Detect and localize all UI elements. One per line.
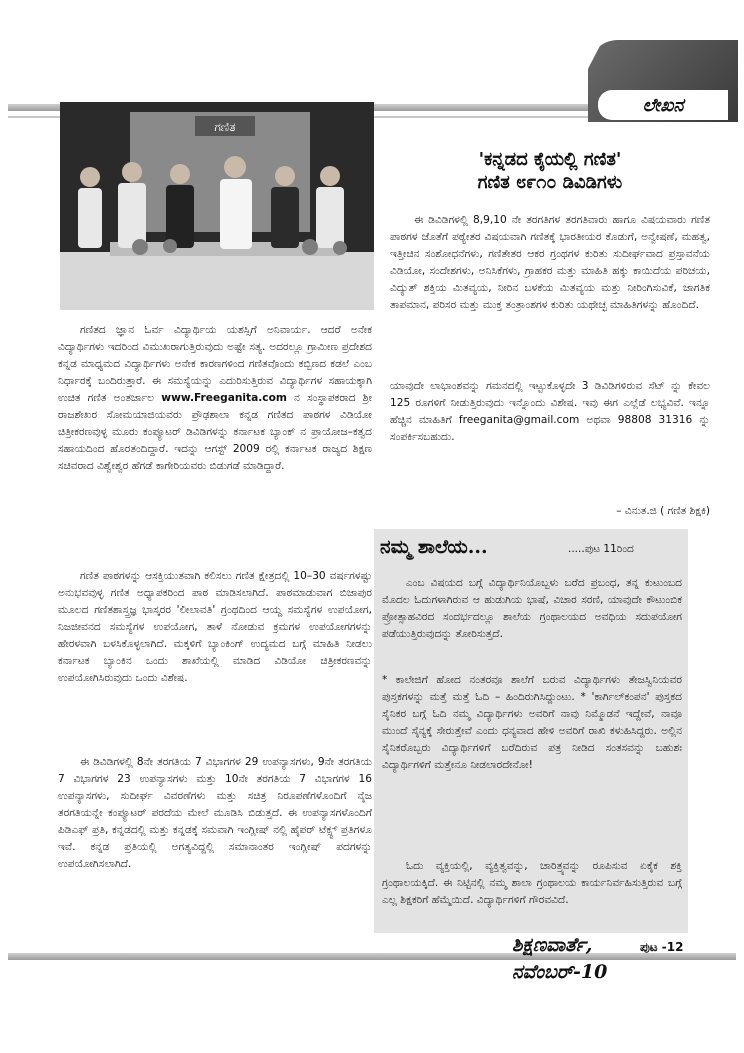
- article-title-line2: ಗಣಿತ ೮೯೧೦ ಡಿವಿಡಿಗಳು: [477, 172, 623, 193]
- magazine-issue: ನವೆಂಬರ್-10: [512, 961, 608, 983]
- magazine-name: ಶಿಕ್ಷಣವಾರ್ತೆ,: [512, 934, 593, 956]
- article-left-paragraph-2: ಗಣಿತ ಪಾಠಗಳನ್ನು ಆಸಕ್ತಿಯುತವಾಗಿ ಕಲಿಸಲು ಗಣಿತ ಕ್ಷೇತ್ರದಲ್ಲಿ 10–30 ವರ್ಷಗಳಷ್ಟು ಅನುಭವವುಳ್ಳ ಗಣಿತ ಅಧ್ಯಾಪಕರಿಂದ ಪಾಠ ಮಾಡಿಸಲಾಗಿದೆ. ಪಾಠಮಾಡುವಾಗ ಬಿಜಾಪುರ ಮೂಲದ ಗಣಿತಶಾಸ್ತ್ರಜ್ಞ ಭಾಸ್ಕರರ 'ಲೀಲಾವತಿ' ಗ್ರಂಥದಿಂದ ಆಯ್ದ ಸಮಸ್ಯೆಗಳ ಉಪಯೋಗ, ನಿಜಜೀವನದ ಸಮಸ್ಯೆಗಳ ಉಪಯೋಗ, ತಾಳೆ ನೋಡುವ ಕ್ರಮಗಳ ಉಪಯೋಗಗಳನ್ನು ಹೇರಳವಾಗಿ ಬಳಸಿಕೊಳ್ಳಲಾಗಿದೆ. ಮಕ್ಕಳಿಗೆ ಬ್ಯಾಂಕಿಂಗ್ ಉದ್ಯಮದ ಬಗ್ಗೆ ಮಾಹಿತಿ ನೀಡಲು ಕರ್ನಾಟಕ ಬ್ಯಾಂಕಿನ ಒಂದು ಶಾಖೆಯಲ್ಲಿ ಮಾಡಿದ ವಿಡಿಯೋ ಚಿತ್ರೀಕರಣವನ್ನು ಉಪಯೋಗಿಸಿರುವುದು ಒಂದು ವಿಶೇಷ.: [58, 570, 372, 684]
- event-photo: [60, 102, 374, 310]
- left-paragraph-1-text-a: ಗಣಿತದ ಜ್ಞಾನ ಓರ್ವ ವಿದ್ಯಾರ್ಥಿಯ ಯಶಸ್ಸಿಗೆ ಅನಿವಾರ್ಯ. ಆದರೆ ಅನೇಕ ವಿದ್ಯಾರ್ಥಿಗಳು ಇದರಿಂದ ವಿಮುಖರಾಗುತ್ತಿರುವುದು ಅಷ್ಟೇ ಸತ್ಯ. ಅದರಲ್ಲೂ ಗ್ರಾಮೀಣ ಪ್ರದೇಶದ ಕನ್ನಡ ಮಾಧ್ಯಮದ ವಿದ್ಯಾರ್ಥಿಗಳು ಅನೇಕ ಕಾರಣಗಳಿಂದ ಗಣಿತವೊಂದು ಕಬ್ಬಿಣದ ಕಡಲೆ ಎಂಬ ನಿರ್ಧಾರಕ್ಕೆ ಬಂದಿರುತ್ತಾರೆ. ಈ ಸಮಸ್ಯೆಯನ್ನು ಎದುರಿಸುತ್ತಿರುವ ವಿದ್ಯಾರ್ಥಿಗಳ ಸಹಾಯಕ್ಕಾಗಿ ಉಚಿತ ಗಣಿತ ಅಂತರ್ಜಾಲ: [58, 324, 372, 404]
- box-heading: ನಮ್ಮ ಶಾಲೆಯ...: [380, 536, 488, 558]
- event-photo-illustration: [60, 102, 374, 310]
- box-paragraph-1: ಎಂಬ ವಿಷಯದ ಬಗ್ಗೆ ವಿದ್ಯಾರ್ಥಿನಿಯೊಬ್ಬಳು ಬರೆದ ಪ್ರಬಂಧ, ತನ್ನ ಕುಟುಂಬದ ಮೊದಲ ಓದುಗಳಾಗಿರುವ ಆ ಹುಡುಗಿಯ ಭಾಷೆ, ವಿಚಾರ ಸರಣಿ, ಯಾವುದೇ ಕೌಟುಂಬಿಕ ಪ್ರೋತ್ಸಾಹವಿರದ ಸಂದರ್ಭದಲ್ಲೂ ಶಾಲೆಯ ಗ್ರಂಥಾಲಯದ ಅವಧಿಯ ಸದುಪಯೋಗ ಪಡೆಯುತ್ತಿರುವುದನ್ನು ತೋರಿಸುತ್ತದೆ.: [382, 577, 682, 640]
- banner-text: ಗಣಿತ: [214, 120, 236, 134]
- page-number: ಪುಟ -12: [640, 940, 684, 954]
- box-paragraph-3: ಓದು ವ್ಯಕ್ತಿಯಲ್ಲಿ, ವ್ಯಕ್ತಿತ್ವವನ್ನು, ಚಾರಿತ್ರ್ಯವನ್ನು ರೂಪಿಸುವ ಏಕೈಕ ಶಕ್ತಿ ಗ್ರಂಥಾಲಯಕ್ಕಿದೆ. ಈ ನಿಟ್ಟಿನಲ್ಲಿ ನಮ್ಮ ಶಾಲಾ ಗ್ರಂಥಾಲಯ ಕಾರ್ಯನಿರ್ವಹಿಸುತ್ತಿರುವ ಬಗ್ಗೆ ಎಲ್ಲ ಶಿಕ್ಷಕರಿಗೆ ಹೆಮ್ಮೆಯಿದೆ. ವಿದ್ಯಾರ್ಥಿಗಳಿಗೆ ಗೌರವವಿದೆ.: [382, 860, 682, 906]
- article-right-paragraph-2: [390, 378, 710, 446]
- website-link[interactable]: www.Freeganita.com: [161, 392, 287, 404]
- bottom-divider-band: [8, 953, 736, 960]
- author-signature: – ವಿನುತ.ಜಿ ( ಗಣಿತ ಶಿಕ್ಷಕಿ): [616, 505, 710, 517]
- contact-email[interactable]: freeganita@gmail.com: [458, 414, 580, 426]
- section-tab-label: ಲೇಖನ: [598, 90, 728, 120]
- right-paragraph-2-text-a: ಯಾವುದೇ ಲಾಭಾಂಶವನ್ನು ಗಮನದಲ್ಲಿ ಇಟ್ಟುಕೊಳ್ಳದೇ 3 ಡಿವಿಡಿಗಳಿರುವ ಸೆಟ್ ನ್ನು ಕೇವಲ 125 ರೂಗಳಿಗೆ ನೀಡುತ್ತಿರುವುದು ಇನ್ನೊಂದು ವಿಶೇಷ. ಇವು ಈಗ ಎಲ್ಲೆಡೆ ಲಭ್ಯವಿವೆ. ಇನ್ನೂ ಹೆಚ್ಚಿನ ಮಾಹಿತಿಗೆ: [390, 380, 710, 426]
- box-paragraph-2: * ಕಾಲೇಜಿಗೆ ಹೋದ ನಂತರವೂ ಶಾಲೆಗೆ ಬರುವ ವಿದ್ಯಾರ್ಥಿಗಳು ತೇಜಸ್ವಿನಿಯವರ ಪುಸ್ತಕಗಳನ್ನು ಮತ್ತೆ ಮತ್ತೆ ಓದಿ – ಹಿಂದಿರುಗಿಸಿದ್ದುಂಟು. * 'ಕಾರ್ಗಿಲ್‌ಕಂಪನ' ಪುಸ್ತಕದ ಸೈನಿಕರ ಬಗ್ಗೆ ಓದಿ ನಮ್ಮ ವಿದ್ಯಾರ್ಥಿಗಳು ಅವರಿಗೆ ನಾವು ನಿಮ್ಮೊಡನೆ ಇದ್ದೇವೆ, ನಾವೂ ಮುಂದೆ ಸೈನ್ಯಕ್ಕೆ ಸೇರುತ್ತೇವೆ ಎಂದು ಧನ್ಯವಾದ ಹೇಳಿ ಅವರಿಗೆ ರಾಖಿ ಕಳುಹಿಸಿದ್ದರು. ಅಲ್ಲಿನ ಸೈನಿಕರೊಬ್ಬರು ವಿದ್ಯಾರ್ಥಿಗಳಿಗೆ ಬರೆದಿರುವ ಪತ್ರ ನೀಡಿದ ಸಂತಸವನ್ನು ಬಹುಶಃ ವಿದ್ಯಾರ್ಥಿಗಳಿಗೆ ಮತ್ತೇನೂ ನೀಡಲಾರದೇನೋ!: [382, 674, 682, 771]
- article-left-paragraph-3: ಈ ಡಿವಿಡಿಗಳಲ್ಲಿ 8ನೇ ತರಗತಿಯ 7 ವಿಭಾಗಗಳ 29 ಉಪನ್ಯಾಸಗಳು, 9ನೇ ತರಗತಿಯ 7 ವಿಭಾಗಗಳ 23 ಉಪನ್ಯಾಸಗಳು ಮತ್ತು 10ನೇ ತರಗತಿಯ 7 ವಿಭಾಗಗಳ 16 ಉಪನ್ಯಾಸಗಳು, ಸುದೀರ್ಘ ವಿವರಣೆಗಳು ಮತ್ತು ಸಚಿತ್ರ ನಿರೂಪಣೆಗಳೊಂದಿಗೆ ನೈಜ ತರಗತಿಯನ್ನೇ ಕಂಪ್ಯೂಟರ್ ಪರದೆಯ ಮೇಲೆ ಮೂಡಿಸಿ ಬಿಡುತ್ತದೆ. ಈ ಉಪನ್ಯಾಸಗಳೊಂದಿಗೆ ಪಿಡಿಎಫ್ ಪ್ರತಿ, ಕನ್ನಡದಲ್ಲಿ ಮತ್ತು ಕನ್ನಡಕ್ಕೆ ಸಮವಾಗಿ ಇಂಗ್ಲೀಷ್ ನಲ್ಲಿ ಹೈಪರ್ ಟೆಕ್ಸ್ಟ್ ಪ್ರತಿಗಳೂ ಇವೆ. ಕನ್ನಡ ಪ್ರತಿಯಲ್ಲಿ ಅಗತ್ಯವಿದ್ದಲ್ಲಿ ಸಮಾನಾಂತರ ಇಂಗ್ಲೀಷ್ ಪದಗಳನ್ನು ಉಪಯೋಗಿಸಲಾಗಿದೆ.: [58, 756, 372, 870]
- article-title-line1: 'ಕನ್ನಡದ ಕೈಯಲ್ಲಿ ಗಣಿತ': [478, 149, 622, 170]
- left-paragraph-1-text-b: ನ ಸಂಸ್ಥಾಪಕರಾದ ಶ್ರೀ ರಾಜಶೇಖರ ಸೋಮಯಾಜಿಯವರು ಪ್ರೌಢಶಾಲಾ ಕನ್ನಡ ಗಣಿತದ ಪಾಠಗಳ ವಿಡಿಯೋ ಚಿತ್ರೀಕರಣವುಳ್ಳ ಮೂರು ಕಂಪ್ಯೂಟರ್ ಡಿವಿಡಿಗಳನ್ನು ಕರ್ನಾಟಕ ಬ್ಯಾಂಕ್ ನ ಪ್ರಾಯೋಜ–ಕತ್ವದ ಸಹಾಯದಿಂದ ಹೊರತಂದಿದ್ದಾರೆ. ಇದನ್ನು ಆಗಸ್ಟ್ 2009 ರಲ್ಲಿ ಕರ್ನಾಟಕ ರಾಜ್ಯದ ಶಿಕ್ಷಣ ಸಚಿವರಾದ ವಿಶ್ವೇಶ್ವರ ಹೆಗಡೆ ಕಾಗೇರಿಯವರು ಬಿಡುಗಡೆ ಮಾಡಿದ್ದಾರೆ.: [58, 392, 373, 472]
- article-title: [385, 148, 715, 194]
- article-left-paragraph-1: [58, 322, 372, 475]
- table-cloth: [60, 252, 374, 310]
- continued-from-label: .....ಪುಟ 11ರಿಂದ: [568, 543, 634, 555]
- right-paragraph-2-text-b: ಅಥವಾ 98808 31316 ನ್ನು ಸಂಪರ್ಕಿಸಬಹುದು.: [390, 414, 711, 443]
- article-right-paragraph-1: ಈ ಡಿವಿಡಿಗಳಲ್ಲಿ 8,9,10 ನೇ ತರಗತಿಗಳ ತರಗತಿವಾರು ಹಾಗೂ ವಿಷಯವಾರು ಗಣಿತ ಪಾಠಗಳ ಜೊತೆಗೆ ಪಠ್ಯೇತರ ವಿಷಯವಾಗಿ ಗಣಿತಕ್ಕೆ ಭಾರತೀಯರ ಕೊಡುಗೆ, ಅನ್ವೇಷಣೆ, ಮಹತ್ವ, ಇತ್ತೀಚಿನ ಸಂಶೋಧನೆಗಳು, ಗಣಿತೇತರ ಆಕರ ಗ್ರಂಥಗಳ ಕುರಿತು ಸುದೀರ್ಘವಾದ ಪ್ರಸ್ತಾವನೆಯ ವಿಡಿಯೋ, ಸಂದೇಶಗಳು, ಅನಿಸಿಕೆಗಳು, ಗ್ರಾಹಕರ ಮತ್ತು ಮಾಹಿತಿ ಹಕ್ಕು ಕಾಯಿದೆಯ ಪರಿಚಯ, ವಿದ್ಯುತ್ ಶಕ್ತಿಯ ಮಿತವ್ಯಯ, ನೀರಿನ ಬಳಕೆಯ ಮಿತವ್ಯಯ ಮತ್ತು ನೀರಿಂಗಿಸುವಿಕೆ, ಜಾಗತಿಕ ತಾಪಮಾನ, ಪರಿಸರ ಮತ್ತು ಮುಕ್ತ ತಂತ್ರಾಂಶಗಳ ಕುರಿತು ಯಥೇಚ್ಛ ಮಾಹಿತಿಗಳನ್ನು ಹೊಂದಿದೆ.: [390, 214, 710, 311]
